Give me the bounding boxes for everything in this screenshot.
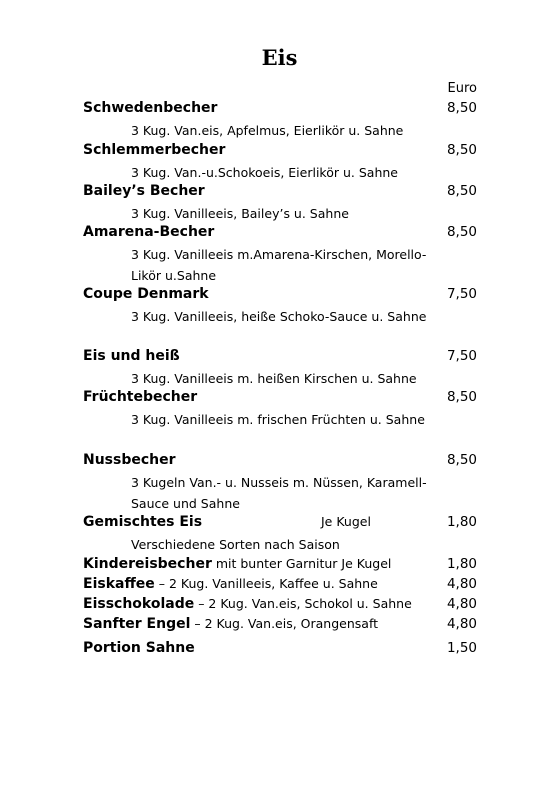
currency-header: Euro — [447, 81, 477, 96]
item-price: 1,80 — [446, 514, 477, 530]
menu-item — [83, 98, 477, 118]
menu-item — [83, 614, 477, 634]
item-inline-description: – 2 Kug. Vanilleeis, Kaffee u. Sahne — [154, 576, 378, 591]
item-description: 3 Kug. Van.-u.Schokoeis, Eierlikör u. Sahne — [131, 165, 398, 180]
item-name-text: Eiskaffee — [83, 576, 155, 592]
item-price: 8,50 — [446, 389, 477, 405]
item-price: 4,80 — [446, 596, 477, 612]
item-name — [83, 554, 391, 574]
item-name: Amarena-Becher — [83, 224, 215, 240]
item-price: 8,50 — [446, 224, 477, 240]
item-price: 1,50 — [446, 640, 477, 656]
menu-item — [83, 450, 477, 470]
menu-item — [83, 638, 477, 658]
menu-item — [83, 181, 477, 201]
item-name — [83, 594, 412, 614]
item-inline-description: – 2 Kug. Van.eis, Orangensaft — [190, 616, 379, 631]
item-price: 8,50 — [446, 142, 477, 158]
item-name: Schwedenbecher — [83, 100, 218, 116]
item-price: 4,80 — [446, 576, 477, 592]
item-price: 8,50 — [446, 100, 477, 116]
item-description: 3 Kug. Van.eis, Apfelmus, Eierlikör u. Sahne — [131, 123, 404, 138]
item-name — [83, 574, 378, 594]
item-unit: Je Kugel — [321, 514, 371, 529]
item-description: 3 Kug. Vanilleeis, heiße Schoko-Sauce u. Sahne — [131, 309, 427, 324]
item-name: Portion Sahne — [83, 640, 195, 656]
item-description: 3 Kug. Vanilleeis m. heißen Kirschen u. Sahne — [131, 371, 417, 386]
item-inline-description: mit bunter Garnitur Je Kugel — [211, 556, 392, 571]
item-name: Schlemmerbecher — [83, 142, 226, 158]
item-price: 8,50 — [446, 452, 477, 468]
menu-item — [83, 140, 477, 160]
menu-item — [83, 594, 477, 614]
menu-item — [83, 554, 477, 574]
item-description: 3 Kug. Vanilleeis m.Amarena-Kirschen, Morello-Likör u.Sahne — [131, 247, 427, 283]
item-inline-description: – 2 Kug. Van.eis, Schokol u. Sahne — [194, 596, 412, 611]
item-price: 4,80 — [446, 616, 477, 632]
item-name: Bailey’s Becher — [83, 183, 205, 199]
item-description: 3 Kugeln Van.- u. Nusseis m. Nüssen, Karamell-Sauce und Sahne — [131, 475, 427, 511]
menu-item — [83, 346, 477, 366]
item-description: 3 Kug. Vanilleeis, Bailey’s u. Sahne — [131, 206, 349, 221]
menu-item — [83, 387, 477, 407]
item-name-text: Sanfter Engel — [83, 616, 191, 632]
item-name-text: Eisschokolade — [83, 596, 195, 612]
menu-item — [83, 284, 477, 304]
item-price: 7,50 — [446, 348, 477, 364]
item-name: Gemischtes Eis — [83, 514, 203, 530]
menu-item — [83, 512, 477, 532]
menu-item — [83, 574, 477, 594]
item-name — [83, 614, 378, 634]
item-name: Früchtebecher — [83, 389, 198, 405]
item-description: Verschiedene Sorten nach Saison — [131, 537, 340, 552]
page-title: Eis — [261, 45, 298, 70]
item-name: Coupe Denmark — [83, 286, 209, 302]
item-description: 3 Kug. Vanilleeis m. frischen Früchten u. Sahne — [131, 412, 425, 427]
item-price: 7,50 — [446, 286, 477, 302]
item-name-text: Kindereisbecher — [83, 556, 212, 572]
item-name: Nussbecher — [83, 452, 176, 468]
item-name: Eis und heiß — [83, 348, 180, 364]
item-price: 8,50 — [446, 183, 477, 199]
menu-item — [83, 222, 477, 242]
item-price: 1,80 — [446, 556, 477, 572]
